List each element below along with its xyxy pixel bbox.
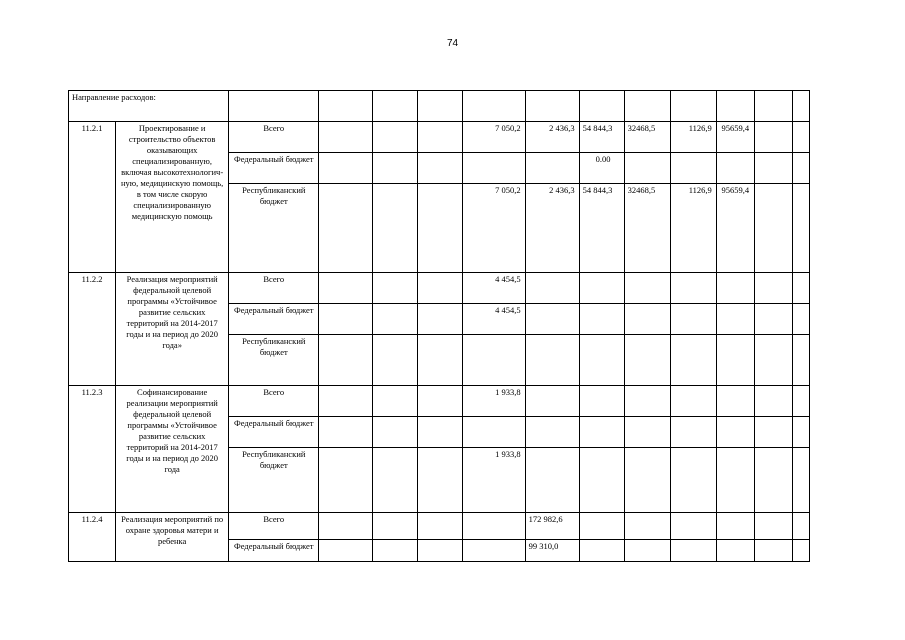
value-cell: 95659,4 bbox=[716, 122, 754, 153]
funding-source: Всего bbox=[229, 122, 319, 153]
funding-source: Федеральный бюджет bbox=[229, 540, 319, 562]
value-cell: 2 436,3 bbox=[525, 184, 579, 273]
row-name: Проектирование и строительство объектов оказывающих специализированную, включая высокотехнологич-ную, медицинскую помощь, в том числе скорую специализированную медицинскую помощь bbox=[116, 122, 229, 273]
value-cell: 32468,5 bbox=[624, 122, 670, 153]
value-cell: 172 982,6 bbox=[525, 513, 579, 540]
value-cell: 95659,4 bbox=[716, 184, 754, 273]
page-number: 74 bbox=[446, 38, 459, 49]
value-cell: 1126,9 bbox=[670, 122, 716, 153]
value-cell: 32468,5 bbox=[624, 184, 670, 273]
value-cell: 54 844,3 bbox=[579, 122, 624, 153]
funding-source: Федеральный бюджет bbox=[229, 417, 319, 448]
funding-source: Республиканский бюджет bbox=[229, 448, 319, 513]
table-row bbox=[69, 386, 810, 417]
value-cell: 1126,9 bbox=[670, 184, 716, 273]
table-row bbox=[69, 273, 810, 304]
row-code: 11.2.1 bbox=[69, 122, 116, 273]
value-cell: 54 844,3 bbox=[579, 184, 624, 273]
row-code: 11.2.3 bbox=[69, 386, 116, 513]
value-cell: 4 454,5 bbox=[463, 273, 525, 304]
funding-source: Всего bbox=[229, 513, 319, 540]
row-code: 11.2.2 bbox=[69, 273, 116, 386]
value-cell: 99 310,0 bbox=[525, 540, 579, 562]
table-row bbox=[69, 513, 810, 540]
expenditure-direction-header: Направление расходов: bbox=[69, 91, 229, 122]
row-name: Софинансирование реализации мероприятий федеральной целевой программы «Устойчивое развитие сельских территорий на 2014-2017 годы и на период до 2020 года bbox=[116, 386, 229, 513]
funding-source: Республиканский бюджет bbox=[229, 335, 319, 386]
value-cell: 4 454,5 bbox=[463, 304, 525, 335]
value-cell: 7 050,2 bbox=[463, 122, 525, 153]
value-cell: 2 436,3 bbox=[525, 122, 579, 153]
row-name: Реализация мероприятий по охране здоровья матери и ребенка bbox=[116, 513, 229, 562]
value-cell: 1 933,8 bbox=[463, 386, 525, 417]
row-name: Реализация мероприятий федеральной целевой программы «Устойчивое развитие сельских территорий на 2014-2017 годы и на период до 2020 года» bbox=[116, 273, 229, 386]
funding-source: Всего bbox=[229, 386, 319, 417]
funding-source: Всего bbox=[229, 273, 319, 304]
funding-source: Республиканский бюджет bbox=[229, 184, 319, 273]
value-cell: 0.00 bbox=[579, 153, 624, 184]
funding-source: Федеральный бюджет bbox=[229, 153, 319, 184]
value-cell: 7 050,2 bbox=[463, 184, 525, 273]
table-row bbox=[69, 122, 810, 153]
value-cell: 1 933,8 bbox=[463, 448, 525, 513]
row-code: 11.2.4 bbox=[69, 513, 116, 562]
funding-source: Федеральный бюджет bbox=[229, 304, 319, 335]
expenditure-table bbox=[68, 90, 810, 562]
